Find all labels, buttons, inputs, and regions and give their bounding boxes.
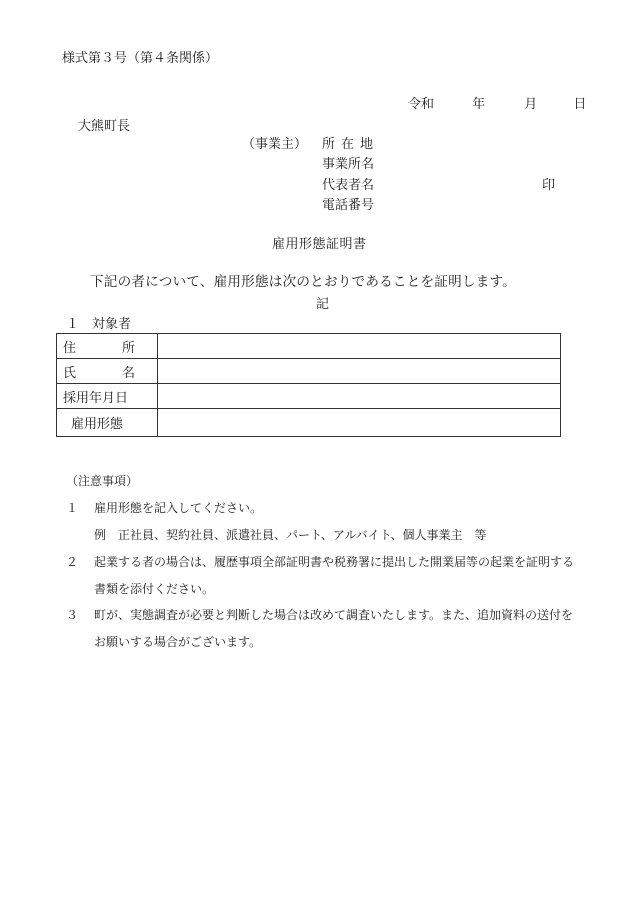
note-item-3 [66,609,573,621]
employer-phone-label: 電話番号 [322,198,375,213]
note-text: 雇用形態を記入してください。 [94,501,263,515]
employer-location-label: 所在地 [322,137,380,152]
employer-representative-label: 代表者名 [322,178,375,193]
table-row [57,334,561,359]
name-label-b: 名 [121,365,135,381]
note-number: ２ [66,555,79,569]
date-month: 月 [524,97,538,112]
date-line [408,98,586,111]
name-label-a: 氏 [63,365,77,381]
hire-date-label: 採用年月日 [57,384,158,409]
seal-mark: 印 [542,178,556,193]
date-year: 年 [472,97,486,112]
employer-role: （事業主） [242,137,308,152]
section-heading [66,318,131,331]
note-item-2 [66,556,574,568]
note-item-1 [66,502,262,514]
section-number: １ [66,317,80,332]
employment-type-field[interactable] [158,409,561,437]
note-number: １ [66,501,79,515]
declaration-text: 下記の者について、雇用形態は次のとおりであることを証明します。 [90,274,516,290]
note-number: ３ [66,608,79,622]
employment-type-label: 雇用形態 [57,409,158,437]
address-label [57,334,158,359]
note-text: 起業する者の場合は、履歴事項全部証明書や税務署に提出した開業届等の起業を証明する [94,555,575,569]
addressee: 大熊町長 [78,119,131,134]
table-row [57,409,561,437]
table-row [57,384,561,409]
note-text-continued: 書類を添付ください。 [94,582,215,596]
table-row [57,359,561,384]
date-era: 令和 [408,97,435,112]
document-title: 雇用形態証明書 [272,237,367,252]
section-title: 対象者 [92,317,132,332]
address-label-a: 住 [63,340,77,356]
hire-date-field[interactable] [158,384,561,409]
address-field[interactable] [158,334,561,359]
address-label-b: 所 [121,340,135,356]
name-label [57,359,158,384]
notes-title: （注意事項） [66,474,139,488]
employer-office-label: 事業所名 [322,157,375,172]
form-number: 様式第３号（第４条関係） [62,51,219,66]
note-text: 町が、実態調査が必要と判断した場合は改めて調査いたします。また、追加資料の送付を [94,608,574,622]
note-text-continued: お願いする場合がございます。 [94,635,262,649]
date-day: 日 [573,97,587,112]
subject-table [56,333,561,437]
name-field[interactable] [158,359,561,384]
note-example: 例 正社員、契約社員、派遣社員、パート、アルバイト、個人事業主 等 [94,528,487,542]
ki-marker: 記 [316,297,330,312]
